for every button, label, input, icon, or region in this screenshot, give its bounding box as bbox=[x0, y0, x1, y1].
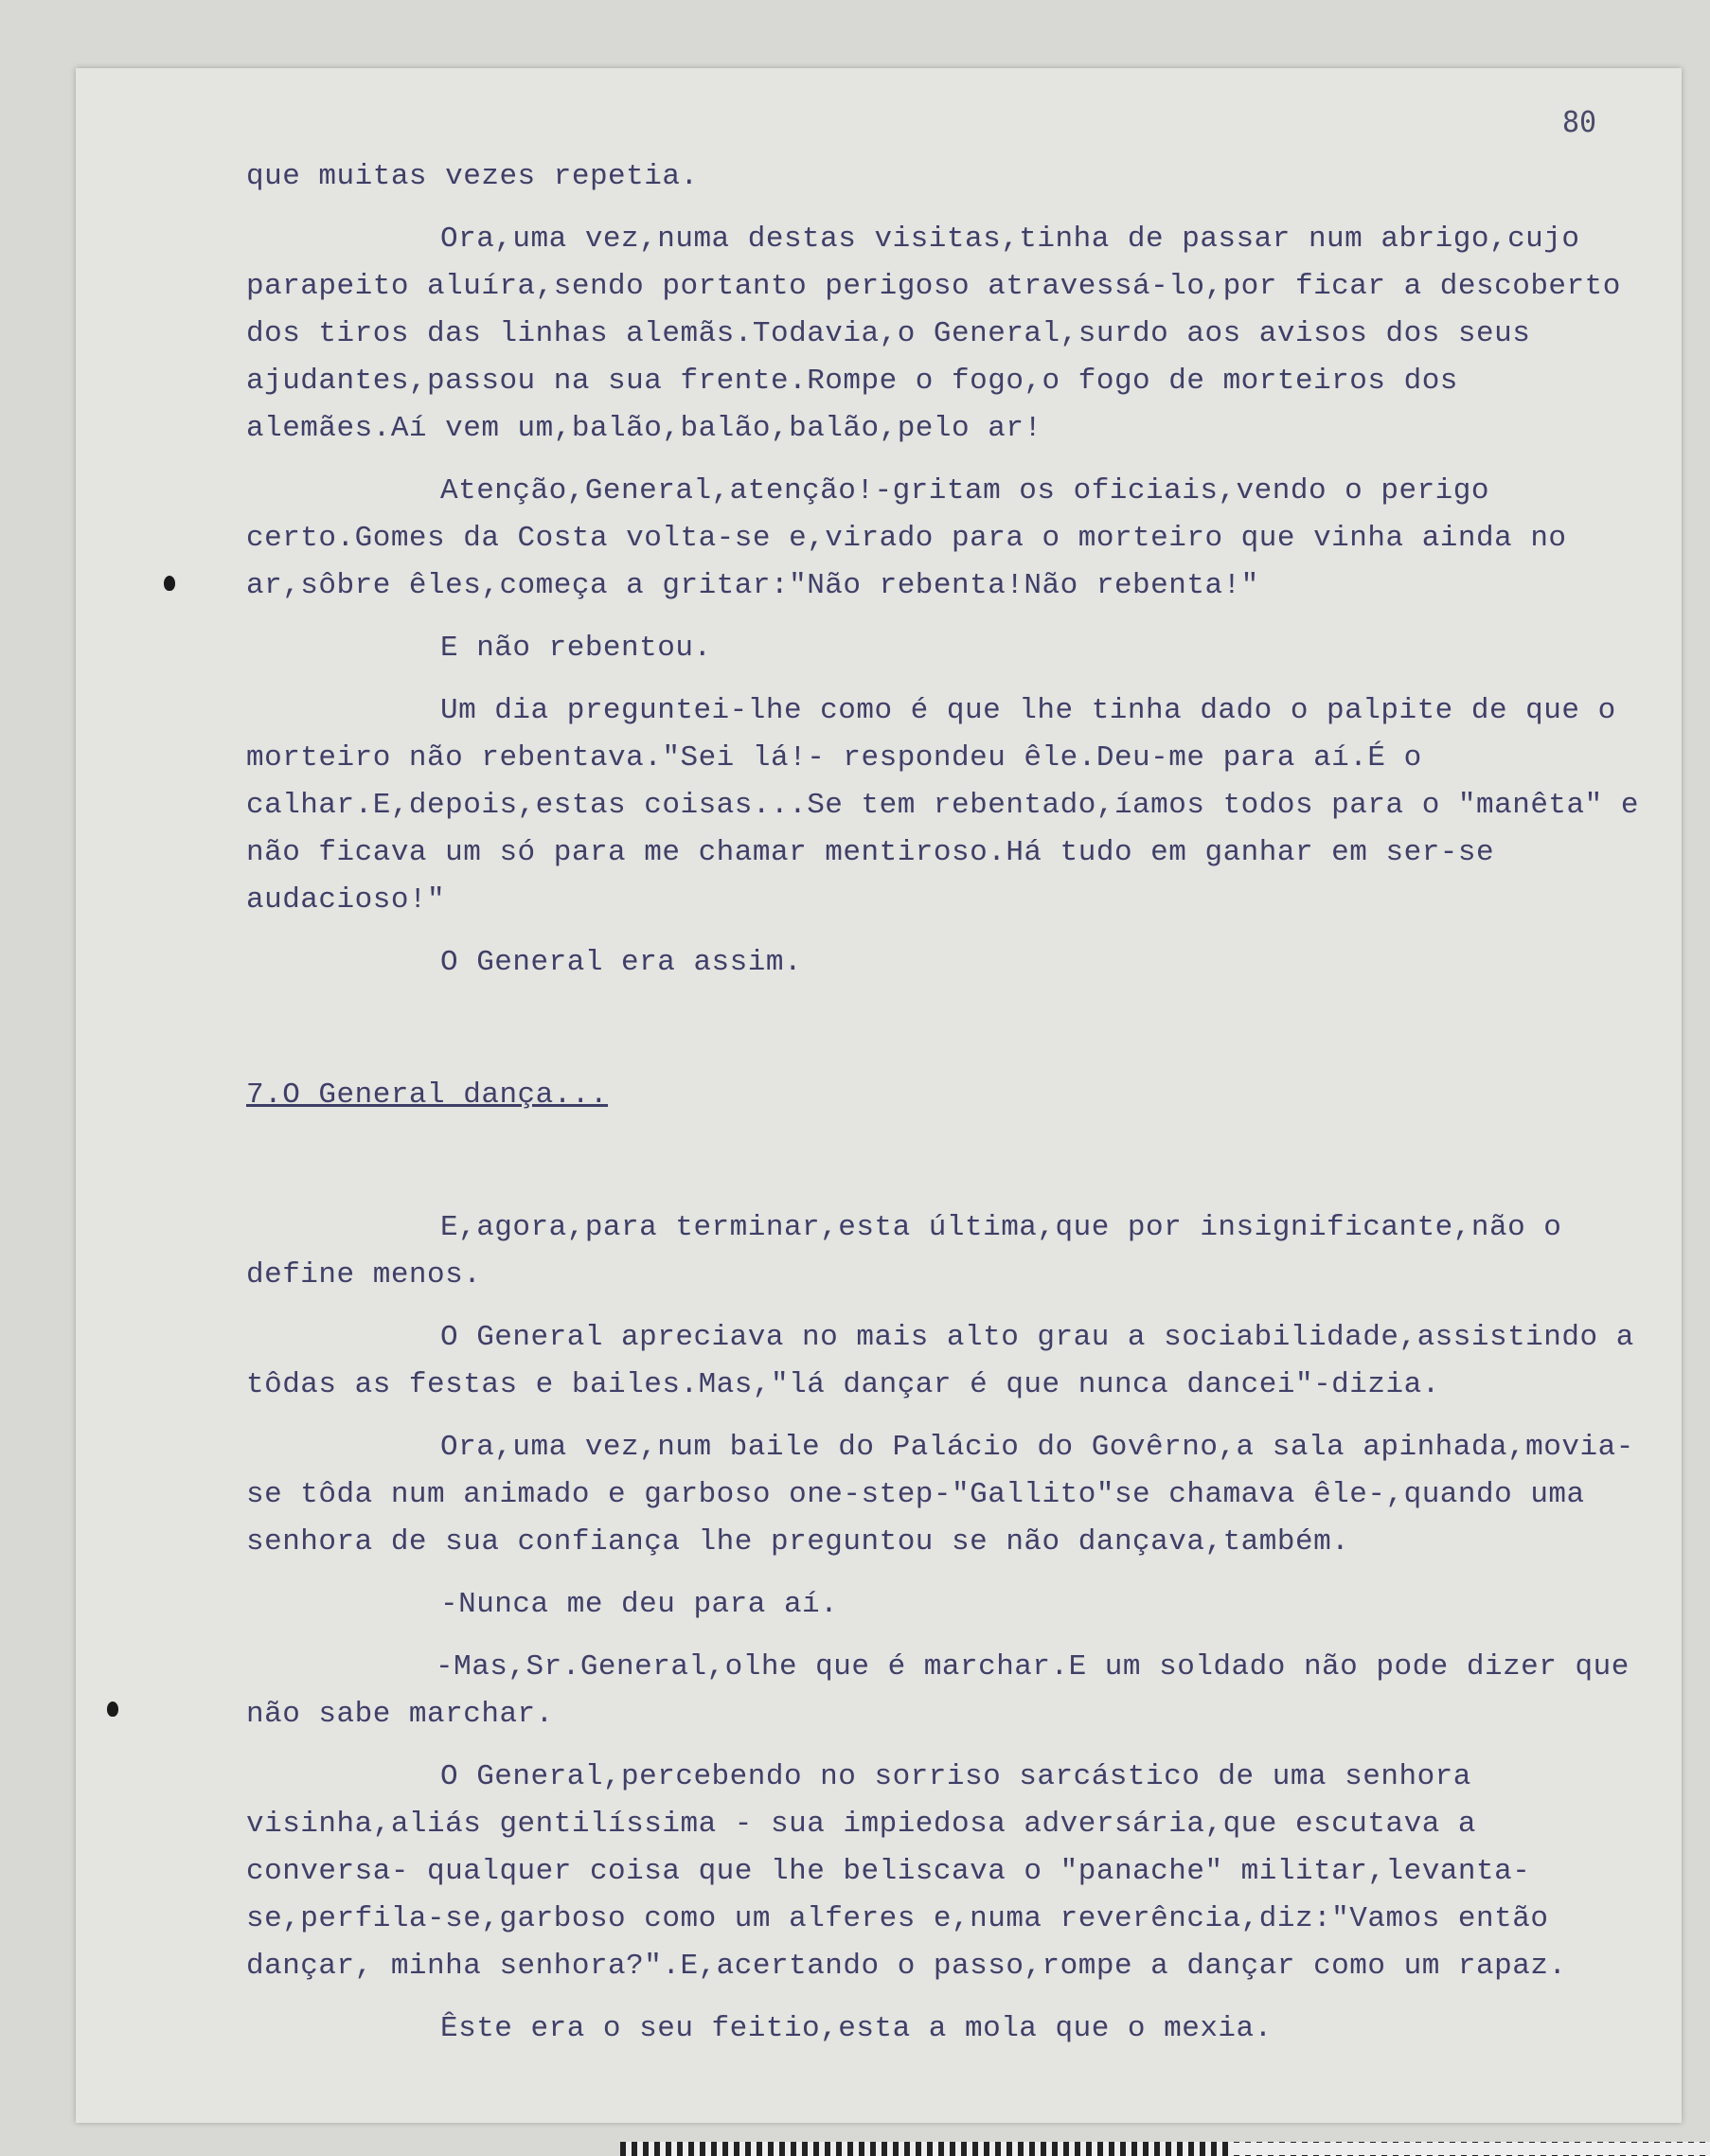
section-title: 7.O General dança... bbox=[246, 1078, 609, 1112]
margin-mark bbox=[164, 576, 175, 591]
paragraph: Ora,uma vez,num baile do Palácio do Govêrno,a sala apinhada,movia-se tôda num animado e garboso one-step-"Gallito"se chamava êle-,quando uma senhora de sua confiança lhe preguntou se não dançava,também. bbox=[246, 1431, 1634, 1559]
paragraph: Um dia preguntei-lhe como é que lhe tinha dado o palpite de que o morteiro não rebentava."Sei lá!- respondeu êle.Deu-me para aí.É o calhar.E,depois,estas coisas...Se tem rebentado,íamos todos para o "manêta" e não ficava um só para me chamar mentiroso.Há tudo em ganhar em ser-se audacioso!" bbox=[246, 694, 1639, 917]
paragraph: E,agora,para terminar,esta última,que por insignificante,não o define menos. bbox=[246, 1211, 1562, 1292]
scale-ruler-bar bbox=[1231, 2143, 1710, 2155]
paragraph: O General era assim. bbox=[440, 946, 803, 979]
paragraph: O General apreciava no mais alto grau a sociabilidade,assistindo a tôdas as festas e bailes.Mas,"lá dançar é que nunca dancei"-dizia. bbox=[246, 1321, 1634, 1401]
dialogue-line: -Nunca me deu para aí. bbox=[440, 1588, 839, 1621]
paragraph: Atenção,General,atenção!-gritam os oficiais,vendo o perigo certo.Gomes da Costa volta-se e,virado para o morteiro que vinha ainda no ar,sôbre êles,começa a gritar:"Não rebenta!Não rebenta!" bbox=[246, 474, 1567, 602]
paragraph: Êste era o seu feitio,esta a mola que o mexia. bbox=[440, 2012, 1273, 2045]
margin-mark bbox=[107, 1702, 118, 1717]
paragraph: que muitas vezes repetia. bbox=[246, 160, 699, 193]
paragraph: E não rebentou. bbox=[440, 632, 712, 665]
page-body bbox=[246, 153, 1657, 2068]
paragraph: Ora,uma vez,numa destas visitas,tinha de passar num abrigo,cujo parapeito aluíra,sendo portanto perigoso atravessá-lo,por ficar a descoberto dos tiros das linhas alemãs.Todavia,o General,surdo aos avisos dos seus ajudantes,passou na sua frente.Rompe o fogo,o fogo de morteiros dos alemães.Aí vem um,balão,balão,balão,pelo ar! bbox=[246, 223, 1621, 445]
paragraph: O General,percebendo no sorriso sarcástico de uma senhora visinha,aliás gentilíssima - sua impiedosa adversária,que escutava a conversa- qualquer coisa que lhe beliscava o "panache" militar,levanta-se,perfila-se,garboso como um alferes e,numa reverência,diz:"Vamos então dançar, minha senhora?".E,acertando o passo,rompe a dançar como um rapaz. bbox=[246, 1760, 1567, 1983]
dialogue-line: -Mas,Sr.General,olhe que é marchar.E um soldado não pode dizer que não sabe marchar. bbox=[246, 1650, 1630, 1731]
page-number: 80 bbox=[1562, 106, 1597, 139]
